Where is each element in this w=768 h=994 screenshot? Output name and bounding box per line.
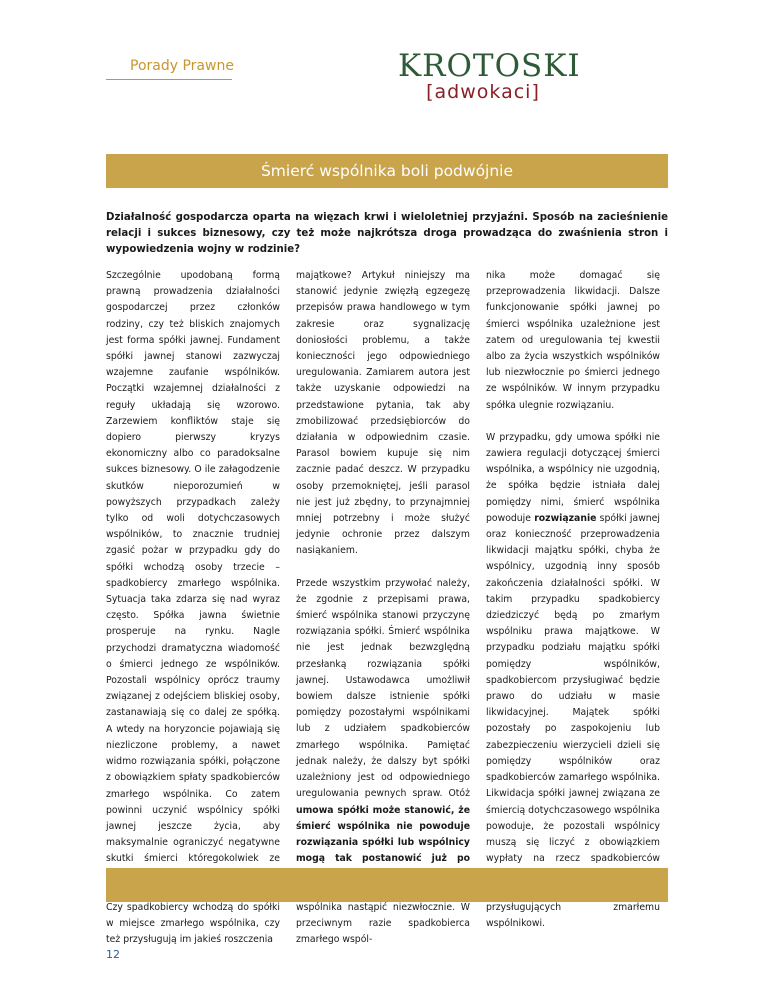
paragraph: majątkowe? Artykuł niniejszy ma stanowić jedynie zwięzłą egzegezę przepisów prawa handlowego w tym zakresie oraz sygnalizację doniosłości problemu, a także konieczności jego odpowiedniego uregulowania. Zamiarem autora jest także uzyskanie odpowiedzi na przedstawione pytania, tak aby zmobilizować przedsiębiorców do działania w odpowiednim czasie. Parasol bowiem kupuje się nim zacznie padać deszcz. W przypadku osoby przemokniętej, jeśli parasol nie jest już zbędny, to przynajmniej mniej potrzebny i może służyć jedynie ochronie przez dalszym nasiąkaniem. bbox=[296, 270, 470, 557]
bold-text: umowa spółki może stanowić, że śmierć wspólnika nie powoduje rozwiązania spółki lub wspólnicy mogą tak postanowić już po bbox=[296, 804, 470, 865]
article-column-2 bbox=[296, 268, 470, 964]
section-label: Porady Prawne bbox=[130, 58, 234, 74]
paragraph: nika może domagać się przeprowadzenia likwidacji. Dalsze funkcjonowanie spółki jawnej po śmierci wspólnika uzależnione jest zatem od uregulowania tej kwestii albo za życia wszystkich wspólników lub niezwłocznie po śmierci jednego ze wspólników. W innym przypadku spółka ulegnie rozwiązaniu. bbox=[486, 270, 660, 411]
paragraph: Szczególnie upodobaną formą prawną prowadzenia działalności gospodarczej przez członków rodziny, czy też bliskich znajomych jest forma spółki jawnej. Fundament spółki jawnej stanowi zazwyczaj wzajemne zaufanie wspólników. Początki wzajemnej działalności z reguły układają się wzorowo. Zarzewiem konfliktów staje się dopiero pierwszy kryzys ekonomiczny albo co paradoksalne sukces biznesowy. O ile załagodzenie skutków nieporozumień w powyższych przypadkach zależy tylko od woli dotychczasowych wspólników, to znacznie trudniej zgasić pożar w przypadku gdy do spółki wchodzą osoby trzecie – spadkobiercy zmarłego wspólnika. Sytuacja taka zdarza się nad wyraz często. Spółka jawna świetnie prosperuje na rynku. Nagle przychodzi dramatyczna wiadomość o śmierci jednego ze wspólników. Pozostali wspólnicy oprócz traumy związanej z odejściem bliskiej osoby, zastanawiają się co dalej ze spółką. A wtedy na horyzoncie pojawiają się niezliczone problemy, a nawet widmo rozwiązania spółki, połączone z obowiązkiem spłaty spadkobierców zmarłego wspólnika. Co zatem powinni uczynić wspólnicy spółki jawnej jeszcze życia, aby maksymalnie ograniczyć negatywne skutki śmierci któregokolwiek ze Czy spadkobiercy wchodzą do spółki w miejsce zmarłego wspólnika, czy też przysługują im jakieś roszczenia bbox=[106, 270, 280, 946]
logo-sub-text: [adwokaci] bbox=[426, 81, 540, 103]
firm-logo bbox=[398, 48, 581, 103]
footer-bar bbox=[106, 868, 668, 902]
article-lead: Działalność gospodarcza oparta na więzach krwi i wieloletniej przyjaźni. Sposób na zacieśnienie relacji i sukces biznesowy, czy też może najkrótsza droga prowadząca do zwaśnienia stron i wypowiedzenia wojny w rodzinie? bbox=[106, 212, 668, 256]
paragraph bbox=[486, 430, 660, 932]
page-number: 12 bbox=[106, 948, 120, 961]
text-run: wspólnika nastąpić niezwłocznie. W przeciwnym razie spadkobierca zmarłego wspól- bbox=[296, 901, 470, 946]
title-banner bbox=[106, 154, 668, 188]
article-column-1 bbox=[106, 268, 280, 965]
text-run: spółki jawnej oraz konieczność przeprowadzenia likwidacji majątku spółki, chyba że wspólnicy, uzgodnią inny sposób zakończenia działalności spółki. W takim przypadku spadkobiercy dziedziczyć będą po zmarłym wspólniku prawa majątkowe. W przypadku podziału majątku spółki pomiędzy wspólników, spadkobiercom przysługiwać będzie prawo do udziału w masie likwidacyjnej. Majątek spółki pozostały po zaspokojeniu lub zabezpieczeniu wierzycieli dzieli się pomiędzy wspólników oraz spadkobierców zamarłego wspólnika. Likwidacja spółki jawnej związana ze śmiercią dotychczasowego wspólnika powoduje, że pozostali wspólnicy muszą się liczyć z obowiązkiem wypłaty na rzecz spadkobierców przysługujących zmarłemu wspólnikowi. bbox=[486, 512, 661, 929]
text-run: W przypadku, gdy umowa spółki nie zawiera regulacji dotyczącej śmierci wspólnika, a wspólnicy nie uzgodnią, że spółka będzie istniała dalej pomiędzy nimi, śmierć wspólnika powoduje bbox=[486, 431, 660, 524]
section-rule bbox=[106, 79, 232, 80]
bold-text: rozwiązanie bbox=[534, 512, 597, 524]
text-run: Przede wszystkim przywołać należy, że zgodnie z przepisami prawa, śmierć wspólnika stanowi przyczynę rozwiązania spółki. Śmierć wspólnika nie jest jednak bezwzględną przesłanką rozwiązania spółki jawnej. Ustawodawca umożliwił bowiem dalsze istnienie spółki pomiędzy pozostałymi wspólnikami lub z udziałem spadkobierców zmarłego wspólnika. Pamiętać jednak należy, że dalszy byt spółki uzależniony jest od odpowiedniego uregulowania pewnych spraw. Otóż bbox=[296, 577, 470, 800]
article-title: Śmierć wspólnika boli podwójnie bbox=[260, 162, 514, 180]
article-column-3 bbox=[486, 268, 660, 948]
logo-main-text: KROTOSKI bbox=[398, 48, 581, 84]
